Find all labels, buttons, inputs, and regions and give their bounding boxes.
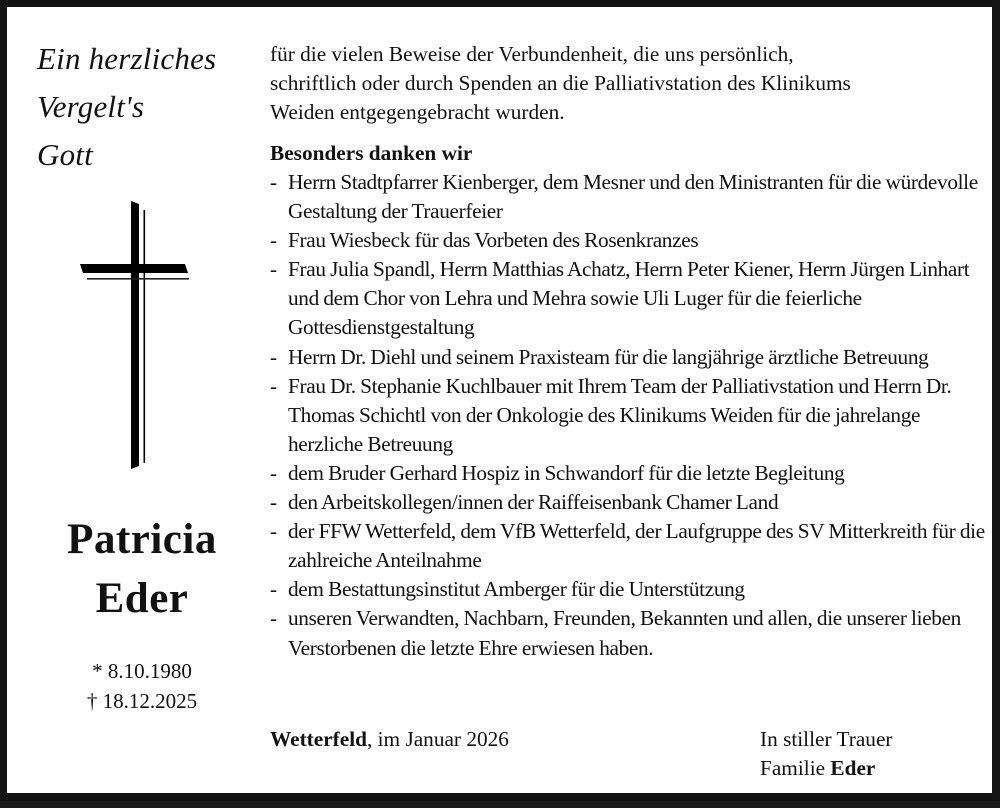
cross-icon — [77, 197, 192, 472]
left-panel — [7, 7, 257, 808]
thanks-list — [270, 168, 990, 663]
dash-bullet: - — [270, 170, 277, 194]
family-name: Eder — [830, 756, 876, 780]
place-and-date — [270, 725, 509, 754]
list-item: - Herrn Dr. Diehl und seinem Praxisteam für die langjährige ärztliche Betreuung — [270, 343, 990, 372]
list-item: - den Arbeitskollegen/innen der Raiffeisenbank Chamer Land — [270, 488, 990, 517]
list-item: - Frau Wiesbeck für das Vorbeten des Rosenkranzes — [270, 226, 990, 255]
list-item: - dem Bruder Gerhard Hospiz in Schwandorf für die letzte Begleitung — [270, 459, 990, 488]
dash-bullet: - — [270, 606, 277, 631]
place-name: Wetterfeld — [270, 727, 367, 751]
dash-bullet: - — [270, 519, 277, 544]
death-date: † 18.12.2025 — [86, 689, 198, 713]
list-item: - unseren Verwandten, Nachbarn, Freunden, Bekannten und allen, die unserer lieben Verstorbenen die letzte Ehre erwiesen haben. — [270, 606, 961, 660]
thanks-text — [270, 40, 990, 663]
list-item: - der FFW Wetterfeld, dem VfB Wetterfeld, der Laufgruppe des SV Mitterkreith für die zahlreiche Anteilnahme — [270, 519, 985, 573]
dash-bullet: - — [270, 490, 277, 515]
dash-bullet: - — [270, 228, 277, 253]
birth-date: * 8.10.1980 — [92, 659, 192, 683]
mourning-line: In stiller Trauer — [760, 727, 893, 751]
list-item: - Frau Dr. Stephanie Kuchlbauer mit Ihrem Team der Palliativstation und Herrn Dr. Thomas Schichtl von der Onkologie des Klinikums Weiden für die jahrelange herzliche Betreuung — [270, 373, 952, 456]
list-item: - Frau Julia Spandl, Herrn Matthias Achatz, Herrn Peter Kiener, Herrn Jürgen Linhart und dem Chor von Lehra und Mehra sowie Uli Luger für die feierliche Gottesdienstgestaltung — [270, 257, 970, 340]
life-dates — [27, 656, 257, 716]
heading-line: Vergelt's — [37, 89, 145, 124]
intro-paragraph — [270, 40, 990, 127]
dash-bullet: - — [270, 373, 277, 398]
family-prefix: Familie — [760, 756, 831, 780]
dash-bullet: - — [270, 344, 277, 369]
dash-bullet: - — [270, 460, 277, 485]
list-item: - Herrn Stadtpfarrer Kienberger, dem Mesner und den Ministranten für die würdevolle Gestaltung der Trauerfeier — [270, 170, 978, 224]
heading-line: Ein herzliches — [37, 41, 217, 76]
subheading: Besonders danken wir — [270, 141, 473, 165]
heading-line: Gott — [37, 137, 93, 172]
dash-bullet: - — [270, 257, 277, 282]
family-line — [760, 754, 893, 783]
intro-line: Weiden entgegengebracht wurden. — [270, 100, 565, 124]
date-text: , im Januar 2026 — [366, 727, 509, 751]
dash-bullet: - — [270, 577, 277, 602]
deceased-first-name: Patricia — [67, 516, 217, 563]
signature-block — [760, 725, 893, 783]
heading-vergelts-gott — [37, 35, 216, 179]
intro-line: schriftlich oder durch Spenden an die Palliativstation des Klinikums — [270, 71, 851, 95]
deceased-last-name: Eder — [95, 575, 189, 622]
intro-line: für die vielen Beweise der Verbundenheit, die uns persönlich, — [270, 42, 794, 66]
list-item: - dem Bestattungsinstitut Amberger für die Unterstützung — [270, 575, 990, 604]
